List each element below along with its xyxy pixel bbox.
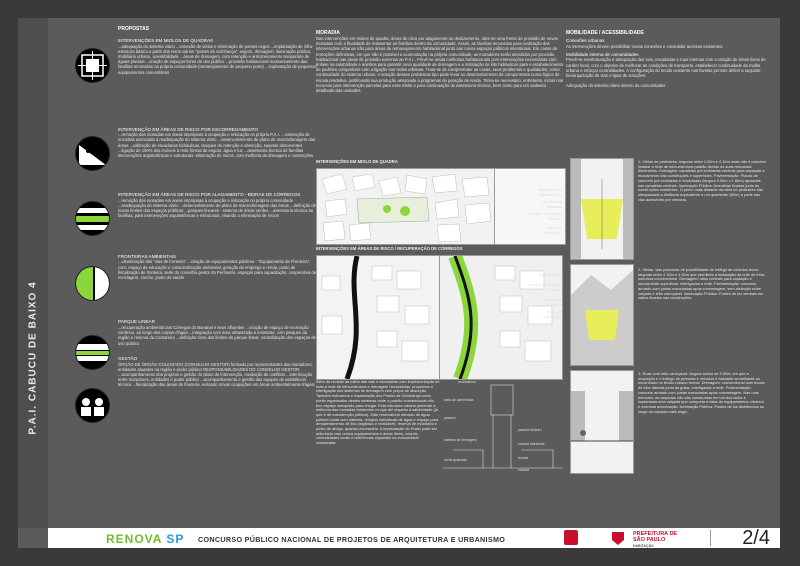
sec-tag-8: bordas: [518, 456, 529, 460]
mobilidade-title: MOBILIDADE / ACESSIBILIDADE: [566, 30, 644, 36]
miolo-caption: INTERVENÇÕES EM MIOLO DE QUADRA: [316, 159, 398, 164]
sec-tag-2: pista de caminhada: [444, 398, 474, 402]
corregos-aerial-before: [316, 255, 440, 380]
s6-title: GESTÃO: [118, 355, 138, 361]
corr-tag-2: criação de espaços de lazer: [529, 283, 562, 292]
s5-title: PARQUE LINEAR: [118, 319, 155, 325]
renova-logo-b: SP: [166, 532, 185, 546]
miolo-aerial-image: [316, 168, 496, 245]
sec-tag-6: passeio lindeiro: [518, 428, 542, 432]
miolo-tag-1: adequação do sistema viário: [537, 188, 562, 197]
corr-tag-1: parque linear: [539, 273, 562, 277]
corregos-caption: INTERVENÇÕES EM ÁREAS DE RISCO / RECUPERAÇÃO DE CÓRREGOS: [316, 246, 463, 251]
title-rail: [18, 18, 48, 528]
pref-line-1: PREFEITURA DE: [633, 531, 678, 537]
sec-tag-5: verde gramado: [444, 458, 467, 462]
sec-tag-4: sistema de drenagem: [444, 438, 477, 442]
propostas-column: [118, 26, 318, 406]
s3-title: INTERVENÇÃO EM ÁREAS DE RISCO POR ALAGAMENTO - BEIRAS DE CÓRREGOS: [118, 192, 301, 198]
postos-text: Além da revisão da calha das vias e escadarias com implementação de toda a rede de infra-estrutura e drenagem necessárias, propomos a interligação dos sistemas de drenagem com poços de absorção. Também indicamos a implantação dos Postos de Vizinhança como ponto organizador destes sistemas onde o padrão convencional não tem espaço adequado para chegar. Esta estrutura urbana pretende a melhoria das moradias existentes no que diz respeito à salubridade (já que é de manutenção pública). Este reservatório elevado de água potável conta com cisterna, relógios individuais de água e espaço para armazenamento de lixo (orgânico e reciclável), reserva de mobiliário e posto de abrigo, quando necessário. A implantação do Posto pode ser articulada com outros equipamentos e áreas livres, criando centralidades locais e referências espaciais na comunidade urbanizada.: [316, 380, 440, 446]
mob-sub2: Mobilidade interna de comunidades: [566, 51, 639, 57]
vertical-title: P.A.I. CABUCU DE BAIXO 4: [27, 281, 39, 435]
s2-title: INTERVENÇÃO EM ÁREAS DE RISCO POR ESCORREGAMENTO: [118, 126, 258, 132]
miolo-tag-4: "posto de vizinhança": [542, 226, 562, 235]
footer-divider: [710, 530, 711, 546]
viela-2-section: [570, 264, 634, 366]
grid-block-icon: [75, 48, 110, 83]
slope-icon: [75, 136, 110, 171]
moradia-title: MORADIA: [316, 30, 340, 36]
mobilidade-block: [566, 30, 766, 155]
frontier-icon: [75, 266, 110, 301]
moradia-text: Nas intervenções em miolos de quadra, áreas de risco por alagamento ou deslizamento, abre-se uma frente de provisão de novas moradias com a finalidade de reassentar as famílias dentro da comunidade. Assim, as famílias removidas para realização das intervenções urbanas irão para áreas de remanejamento habitacional junto aos novos espaços públicos intersticiais. Em casos de remoções definitivas, em que não é possível a acomodação na própria comunidade, as moradores serão atendidos por provisão habitacional nas áreas de provisão externas ao P.A.I.. Prevê-se ainda melhorias habitacionais com intervenções necessárias com ênfase na salubridade e aninhos para garantir nova qualidade de drenagem e a instalação de kits hidráulicos para o estabelecimento de padrões compatíveis com a ligação nas redes urbanas. Trata-se de compreender as casas, seus problemas e qualidades, como continuidade do sistema urbano. A solução desses problemas tipo pode levar ao desenvolvimento de componentes numa lógica de escala produtiva, justificando sua produção associada a programas de geração de renda. Torna-se necessário, entretanto, incluir nos recursos para intervenção parcelas para esse efeito e para continuação de assessoria técnica, bem como para um cadastro detalhado das unidades.: [316, 36, 564, 94]
s3-text: ...remoção das moradias em áreas impróprias à ocupação e relocação no próprio comunidade ...readequação do sistema viário ...desenvolvimento de plano de macrodrenagem das áreas ...definição de novos limites dos espaços públicos ...parques lineares - sistema de áreas verdes ...assessoria técnica às famílias, para intervenções arquitetônicas e estruturais, visando a eliminação de riscos: [118, 197, 317, 219]
pref-line-3: HABITAÇÃO: [633, 544, 654, 548]
s5-text: ...recuperação ambiental dos Córregos do Bananal e seus afluentes ...criação de espaço de recreação contínuo, ao longo dos corpos d'água ...integração com área urbanizada à montante, com parques da região e reserva da Cantareira ...definição clara dos limites do parque linear, consolidação dos espaços de uso público: [118, 324, 316, 346]
via-3-text: 3- Ruas com leito carroçável: largura acima de 4.50m, em que a ocupação e o tráfego de pessoas e veículos é bastante semelhante ao encontrado no tecido urbano formal. Drenagem: convencional com bocas de lobo laterais junto às guias, interligadas à rede. Pavimentação: concreto armado com juntas executadas após concretagem. Nas ruas menores, as calçadas não são construídas em um dos lados e implantada uma calçada que comporta a faixa de equipamentos urbanos e eventual arborização. Iluminação Pública: Postes de luz distribuídos ao longo da calçada mais larga.: [638, 372, 765, 414]
s4-title: FRONTEIRAS AMBIENTAIS: [118, 253, 177, 259]
sec-tag-3: passeio: [444, 416, 456, 420]
people-icon: [75, 388, 110, 423]
s4-text: ...urbanização das "vias de fronteira" ...criação de equipamentos públicos - "Equipamento de Fronteira", com: espaço de educação e conscientização ambiental, geração de emprego e renda, posto de fiscalização de fronteira, sede do conselho gestor do Perímetro, espaços para capacitação, cooperativa de reciclagem, creche, posto de saúde: [118, 259, 317, 280]
stream-icon: [75, 201, 110, 236]
presentation-board: [18, 18, 780, 548]
corr-tag-4: "posto de vizinhança": [542, 310, 562, 319]
sec-tag-7: escada hidráulica: [518, 442, 545, 446]
corr-tag-3: provisão de moradias: [542, 298, 562, 307]
renova-logo: [106, 532, 184, 546]
mob-sub1: Conexões urbanas: [566, 38, 605, 43]
sec-tag-9: escada: [518, 468, 529, 472]
mob-text2: Prevê-se reestruturação e adequação das vias, escadarias e ruas internas com a criação de áreas livres de caráter local, com o objetivo de melhorar as condições de transporte, estabelecer continuidade da malha urbana e reforçar centralidades. A configuração do tecido existente nas favelas permite definir a seguinte hierarquização de vias e tipos de soluções:: [566, 57, 766, 78]
pref-line-2: SÃO PAULO: [633, 537, 666, 543]
city-emblem-icon: [610, 530, 626, 546]
page-number: 2/4: [742, 527, 770, 548]
propostas-title: PROPOSTAS: [118, 26, 150, 32]
contest-title: CONCURSO PÚBLICO NACIONAL DE PROJETOS DE ARQUITETURA E URBANISMO: [198, 535, 506, 544]
park-icon: [75, 335, 110, 370]
renova-logo-a: RENOVA: [106, 532, 163, 546]
via-1-text: 1- Vielas de pedestres: larguras entre 1.00m e 2.10m onde não é possível instalar a rede de infra-estrutura padrão devido às suas reduzidas dimensões. Drenagem: canaletas pré-moldadas centrais para captação e escoamento das construções e superfícies. Pavimentação: Placas de concreto pré-moldadas e moduladas (largura 0,90m x 1.80m) apoiadas nas canaletas centrais. Iluminação Pública: Arandelas fixadas junto às construções existentes. O ponto mais distante da viela de pedestres não ultrapassará a distância equivalente a um quarteirão (80m) a partir das vias acessíveis por veículos.: [638, 160, 766, 202]
miolo-tag-3: criação de espaços de lazer: [529, 212, 562, 221]
mob-text1: As intervenções devem possibilitar novas conexões e consolidar acessos existentes.: [566, 43, 724, 49]
viela-1-section: [570, 158, 634, 260]
s2-text: ...remoção das moradias em áreas impróprias à ocupação e relocação no próprio P.A.I. ...contenção de encostas associada à readequação do sistema viário ...desenvolvimento de plano de macrodrenagem das áreas ...utilização de escadarias hidráulicas, tanques de retenção e absorção, sarjetas absorventes ...ligação de 100% dos imóveis à rede formal de esgoto, água e luz ...assessoria técnica às famílias intervenções arquitetônicas e estruturais -eliminação de riscos, com melhoria de drenagem e contenções: [118, 132, 316, 158]
cohab-logo-icon: [564, 530, 578, 545]
sec-tag-1: reservatório: [458, 380, 476, 384]
miolo-tag-2: provisão de moradias: [542, 200, 562, 209]
s6-text: ÓRGÃO DE ÓRGÃO COLEGIADO (CONSELHO GESTOR) formado por representantes dos moradores, entidades atuantes na região e poder público RESPONSABILIDADES DO CONSELHO GESTOR: ...acompanhamento dos projetos e gestão do plano de intervenção, mediação de conflitos ...interlocução entre moradores, entidades e poder público ...acompanhamento e gestão das equipes de assistência técnica ...fiscalização das áreas de fronteira, evitando novas ocupações em áreas ambientalmente frágeis: [118, 361, 315, 388]
viela-3-section: [570, 370, 634, 474]
mob-text3: Adequação do sistema viário interno às comunidades: [566, 83, 666, 89]
via-2-text: 2- Vielas: vias possíveis de possibilidade de tráfego de veículos leves: larguras entre 2.10m e 4.50m que permitem a instalação da rede de infra-estrutura convencional. Drenagem: ralos centrais para captação e escoamento superficial, interligados à rede. Pavimentação: concreto armado com juntas executadas após concretagem, sem distinção entre calçada e leito carroçável. Iluminação Pública: Postes de luz centrais em cabos fixados nas construções.: [638, 268, 766, 301]
prefeitura-logo: [633, 531, 677, 548]
moradia-block: [316, 30, 564, 155]
footer-bar: [48, 528, 780, 548]
s1-title: INTERVENÇÕES EM MIOLOS DE QUADRAS: [118, 38, 214, 43]
s1-text: ...adequação do sistema viário ...conexão de vielas e eliminação de pontos cegos ...implantação de infra-estrutura básica a partir dos eixos viários "postes de vizinhança", esgoto, drenagem, iluminação pública, mobiliário urbano, acessibilidade ...áreas de drenagem, com retenção e armazenamento temporário de águas pluviais ...criação de espaços livres de uso público ...provisão habitacional reassentamento das famílias removidas na própria comunidade (remanejamento de pequeno porte) ...implantação de pequenos equipamentos comunitários: [118, 43, 317, 75]
